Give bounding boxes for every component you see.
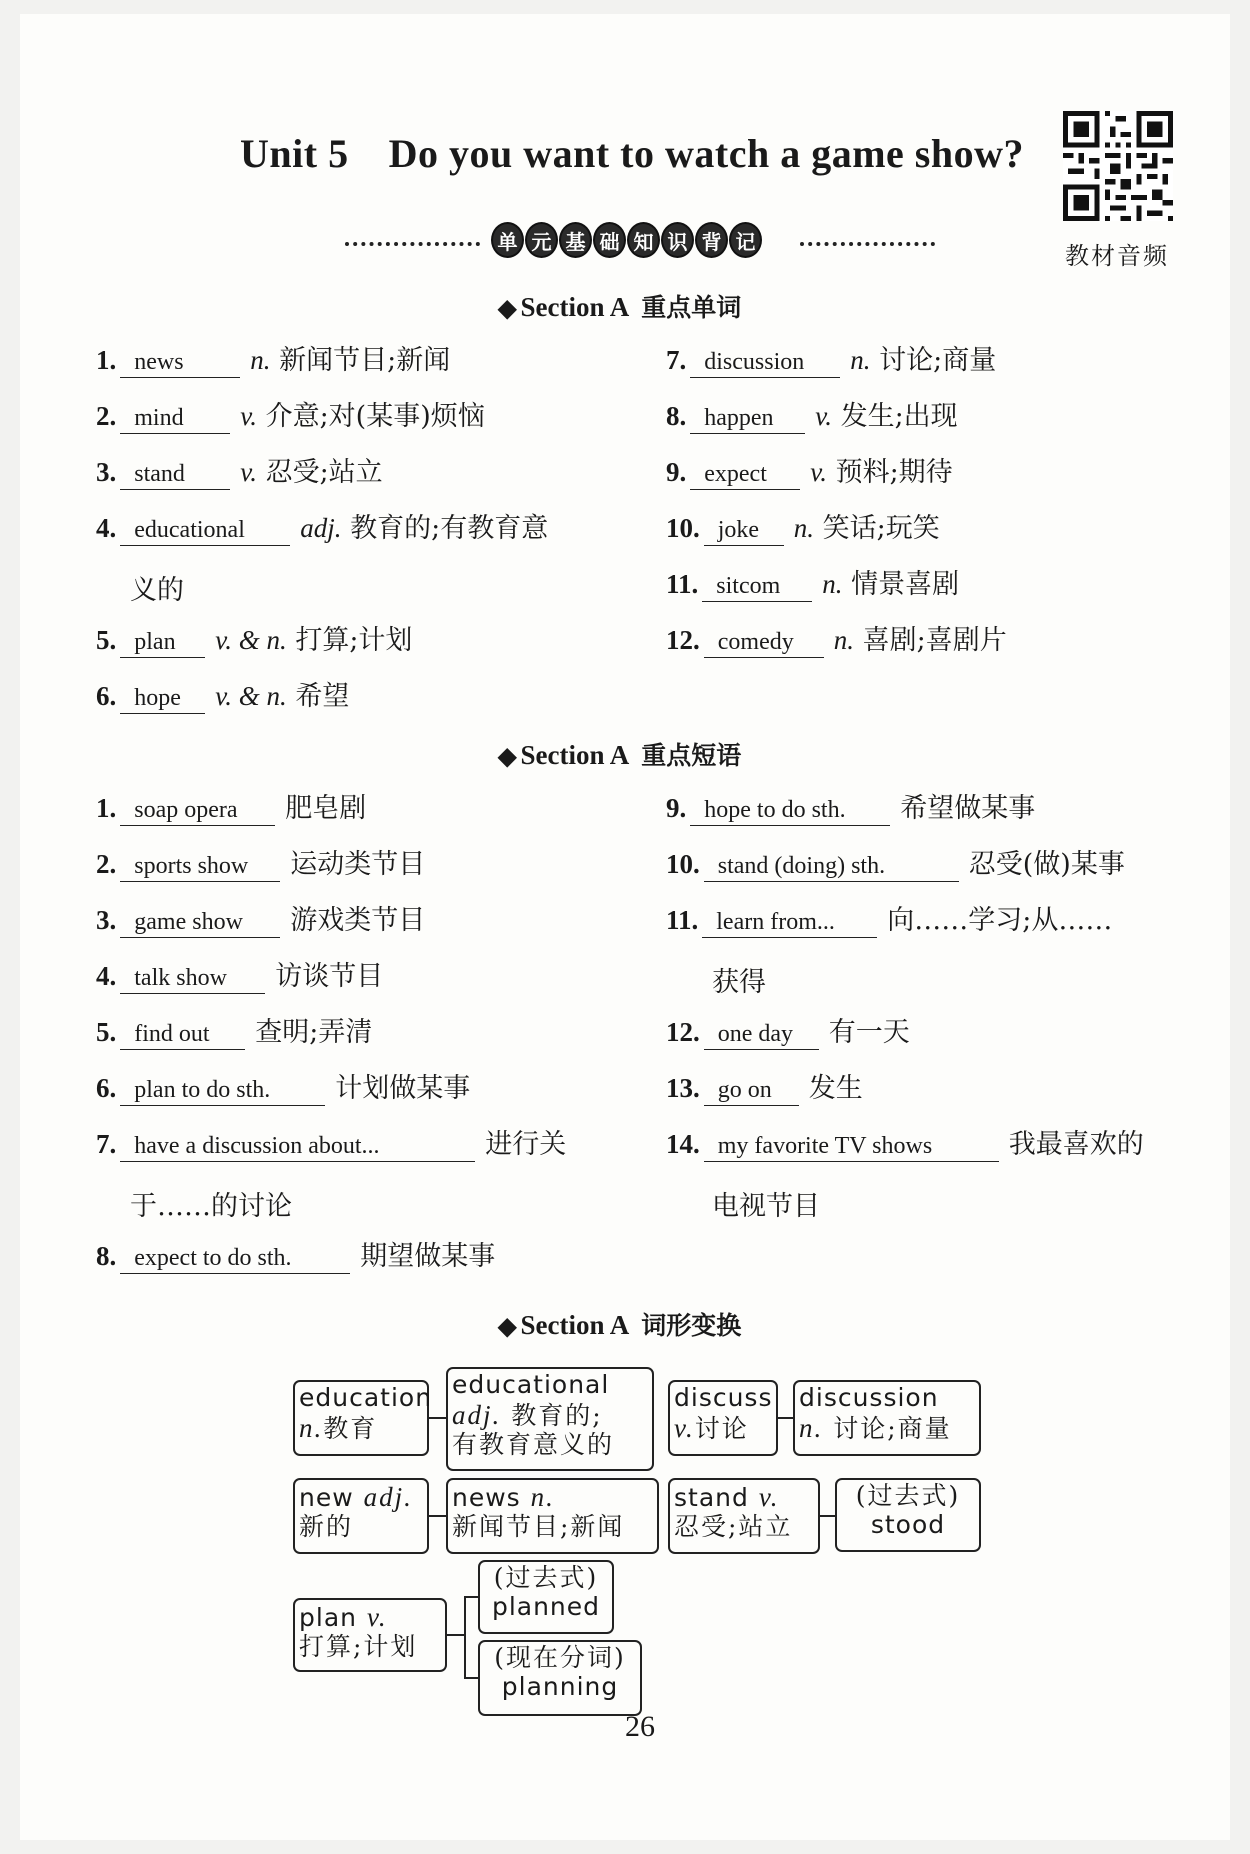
answer-blank: discussion (690, 348, 840, 378)
answer-blank: plan (120, 628, 205, 658)
meaning: 喜剧;喜剧片 (862, 625, 1007, 656)
item-number: 10. (666, 849, 700, 879)
form-label: (过去式) (855, 1481, 961, 1510)
phrase-item (96, 792, 366, 826)
item-number: 5. (96, 625, 117, 655)
form-meaning: 教育的; (511, 1400, 603, 1430)
form-meaning: 新闻节目;新闻 (452, 1512, 625, 1542)
section-heading-en: Section A (520, 292, 630, 322)
form-word: stand (674, 1483, 749, 1512)
meaning: 笑话;玩笑 (822, 513, 940, 544)
answer-blank: happen (690, 404, 805, 434)
diamond-icon: ◆ (498, 744, 517, 770)
form-meaning: 忍受;站立 (674, 1512, 793, 1542)
item-number: 2. (96, 849, 117, 879)
form-pos: adj. (363, 1482, 413, 1512)
banner-char: 基 (559, 222, 592, 258)
answer-blank: one day (704, 1020, 819, 1050)
form-label: (过去式) (493, 1563, 599, 1592)
item-number: 7. (666, 345, 687, 375)
part-of-speech: n. (793, 513, 814, 543)
diamond-icon: ◆ (498, 1314, 517, 1340)
word-item (666, 456, 953, 490)
answer-blank: sitcom (702, 572, 812, 602)
part-of-speech: adj. (300, 513, 342, 543)
item-number: 1. (96, 345, 117, 375)
form-box-planning (478, 1640, 642, 1716)
meaning: 有一天 (828, 1017, 910, 1048)
meaning: 向……学习;从…… (887, 905, 1113, 936)
form-box-educational (446, 1367, 654, 1471)
form-word: educational (452, 1370, 610, 1399)
item-number: 9. (666, 457, 687, 487)
word-item (666, 512, 940, 546)
answer-blank: find out (120, 1020, 245, 1050)
item-number: 8. (96, 1241, 117, 1271)
part-of-speech: v. & n. (215, 625, 287, 655)
section-heading-phrases (498, 736, 741, 772)
banner-dots-left (345, 242, 480, 246)
form-pos: v. (674, 1412, 695, 1443)
word-item (96, 456, 383, 490)
meaning: 运动类节目 (290, 849, 426, 880)
form-box-planned (478, 1560, 614, 1634)
part-of-speech: n. (850, 345, 871, 375)
word-item (666, 624, 1007, 658)
form-pos: v. (366, 1602, 388, 1632)
answer-blank: sports show (120, 852, 280, 882)
meaning: 情景喜剧 (851, 569, 960, 600)
answer-blank: talk show (120, 964, 265, 994)
answer-blank: joke (704, 516, 784, 546)
banner-char: 知 (627, 222, 660, 258)
meaning: 忍受(做)某事 (968, 849, 1125, 880)
banner-char: 记 (729, 222, 762, 258)
phrase-item (666, 1128, 1144, 1162)
part-of-speech: v. (810, 457, 827, 487)
form-box-plan (293, 1598, 447, 1672)
answer-blank: hope (120, 684, 205, 714)
item-number: 4. (96, 961, 117, 991)
form-meaning: 讨论 (694, 1413, 749, 1443)
page-number: 26 (625, 1710, 655, 1743)
form-word: discuss (674, 1383, 773, 1412)
answer-blank: hope to do sth. (690, 796, 890, 826)
meaning-continued: 义的 (130, 575, 184, 606)
form-meaning: 讨论;商量 (833, 1413, 952, 1443)
meaning-continued: 于……的讨论 (130, 1191, 292, 1222)
part-of-speech: n. (822, 569, 843, 599)
word-item (96, 680, 349, 714)
item-number: 12. (666, 625, 700, 655)
answer-blank: stand (doing) sth. (704, 852, 959, 882)
meaning: 介意;对(某事)烦恼 (265, 401, 485, 432)
banner-char: 识 (661, 222, 694, 258)
answer-blank: go on (704, 1076, 799, 1106)
answer-blank: educational (120, 516, 290, 546)
phrase-item (666, 848, 1125, 882)
section-banner (345, 222, 935, 264)
item-number: 3. (96, 457, 117, 487)
item-number: 1. (96, 793, 117, 823)
answer-blank: mind (120, 404, 230, 434)
part-of-speech: n. (833, 625, 854, 655)
form-word: news (452, 1483, 521, 1512)
meaning: 肥皂剧 (285, 793, 367, 824)
form-box-new (293, 1478, 429, 1554)
banner-char: 元 (525, 222, 558, 258)
section-heading-forms (498, 1306, 741, 1342)
form-word: planned (491, 1591, 601, 1621)
form-pos: n. (530, 1482, 555, 1512)
section-heading-cn: 重点单词 (641, 293, 742, 322)
meaning: 预料;期待 (835, 457, 953, 488)
section-heading-en: Section A (520, 740, 630, 770)
unit-title-text: Do you want to watch a game show? (388, 131, 1024, 176)
answer-blank: learn from... (702, 908, 877, 938)
form-box-stood (835, 1478, 981, 1552)
meaning: 忍受;站立 (265, 457, 383, 488)
item-number: 3. (96, 905, 117, 935)
form-box-discuss (668, 1380, 778, 1456)
phrase-item (666, 792, 1035, 826)
banner-char: 础 (593, 222, 626, 258)
form-meaning: 打算;计划 (299, 1632, 418, 1662)
meaning: 访谈节目 (275, 961, 384, 992)
form-word: planning (501, 1671, 619, 1701)
phrase-item (96, 904, 425, 938)
answer-blank: game show (120, 908, 280, 938)
answer-blank: expect to do sth. (120, 1244, 350, 1274)
answer-blank: have a discussion about... (120, 1132, 475, 1162)
form-box-education (293, 1380, 433, 1456)
section-heading-words (498, 288, 741, 324)
meaning: 发生 (808, 1073, 863, 1104)
unit-title (240, 130, 1024, 177)
section-heading-cn: 词形变换 (641, 1311, 742, 1340)
meaning: 打算;计划 (295, 625, 413, 656)
form-label: (现在分词) (494, 1643, 626, 1672)
meaning: 查明;弄清 (255, 1017, 373, 1048)
diamond-icon: ◆ (498, 296, 517, 322)
meaning: 教育的;有教育意 (350, 513, 549, 544)
answer-blank: news (120, 348, 240, 378)
phrase-item (96, 1016, 372, 1050)
form-pos: v. (758, 1482, 780, 1512)
form-word: discussion (799, 1383, 939, 1412)
form-word: stood (870, 1509, 946, 1539)
meaning: 发生;出现 (840, 401, 958, 432)
meaning-continued: 获得 (712, 967, 766, 998)
meaning: 新闻节目;新闻 (279, 345, 451, 376)
item-number: 10. (666, 513, 700, 543)
phrase-item (96, 1240, 495, 1274)
answer-blank: comedy (704, 628, 824, 658)
qr-caption: 教材音频 (1065, 242, 1169, 270)
form-word: plan (299, 1603, 357, 1632)
banner-char: 背 (695, 222, 728, 258)
item-number: 14. (666, 1129, 700, 1159)
form-meaning: 教育 (323, 1413, 378, 1443)
meaning: 希望做某事 (900, 793, 1036, 824)
form-meaning: 有教育意义的 (452, 1429, 615, 1459)
meaning: 游戏类节目 (290, 905, 426, 936)
item-number: 4. (96, 513, 117, 543)
form-box-discussion (793, 1380, 981, 1456)
phrase-item (666, 1072, 863, 1106)
word-item (666, 568, 959, 602)
word-item (96, 624, 412, 658)
form-pos: adj. (452, 1399, 502, 1430)
item-number: 12. (666, 1017, 700, 1047)
form-word: education (299, 1383, 433, 1412)
meaning: 我最喜欢的 (1008, 1129, 1144, 1160)
phrase-item (666, 1016, 910, 1050)
item-number: 6. (96, 1073, 117, 1103)
answer-blank: soap opera (120, 796, 275, 826)
item-number: 2. (96, 401, 117, 431)
item-number: 9. (666, 793, 687, 823)
word-item (666, 344, 996, 378)
meaning-continued: 电视节目 (712, 1191, 820, 1222)
qr-code-icon[interactable] (1063, 111, 1173, 221)
word-item (96, 400, 485, 434)
meaning: 希望 (295, 681, 350, 712)
item-number: 11. (666, 569, 699, 599)
part-of-speech: v. (240, 457, 257, 487)
meaning: 进行关 (485, 1129, 567, 1160)
form-meaning: 新的 (299, 1512, 354, 1542)
item-number: 8. (666, 401, 687, 431)
banner-char: 单 (491, 222, 524, 258)
phrase-item (96, 1072, 470, 1106)
banner-chars (491, 222, 762, 258)
form-box-stand (668, 1478, 820, 1554)
form-box-news (446, 1478, 659, 1554)
part-of-speech: n. (250, 345, 271, 375)
item-number: 11. (666, 905, 699, 935)
word-item (96, 344, 450, 378)
item-number: 13. (666, 1073, 700, 1103)
part-of-speech: v. (815, 401, 832, 431)
word-item (96, 512, 548, 546)
item-number: 7. (96, 1129, 117, 1159)
phrase-item (96, 848, 425, 882)
part-of-speech: v. & n. (215, 681, 287, 711)
form-pos: n. (799, 1412, 824, 1443)
answer-blank: stand (120, 460, 230, 490)
answer-blank: plan to do sth. (120, 1076, 325, 1106)
answer-blank: expect (690, 460, 800, 490)
meaning: 期望做某事 (360, 1241, 496, 1272)
phrase-item (96, 960, 383, 994)
form-pos: n. (299, 1412, 324, 1443)
answer-blank: my favorite TV shows (704, 1132, 999, 1162)
banner-dots-right (800, 242, 935, 246)
unit-label: Unit 5 (240, 131, 349, 176)
item-number: 5. (96, 1017, 117, 1047)
phrase-item (96, 1128, 566, 1162)
word-item (666, 400, 958, 434)
part-of-speech: v. (240, 401, 257, 431)
meaning: 讨论;商量 (879, 345, 997, 376)
item-number: 6. (96, 681, 117, 711)
form-word: new (299, 1483, 354, 1512)
phrase-item (666, 904, 1112, 938)
section-heading-en: Section A (520, 1310, 630, 1340)
meaning: 计划做某事 (335, 1073, 471, 1104)
section-heading-cn: 重点短语 (641, 741, 742, 770)
